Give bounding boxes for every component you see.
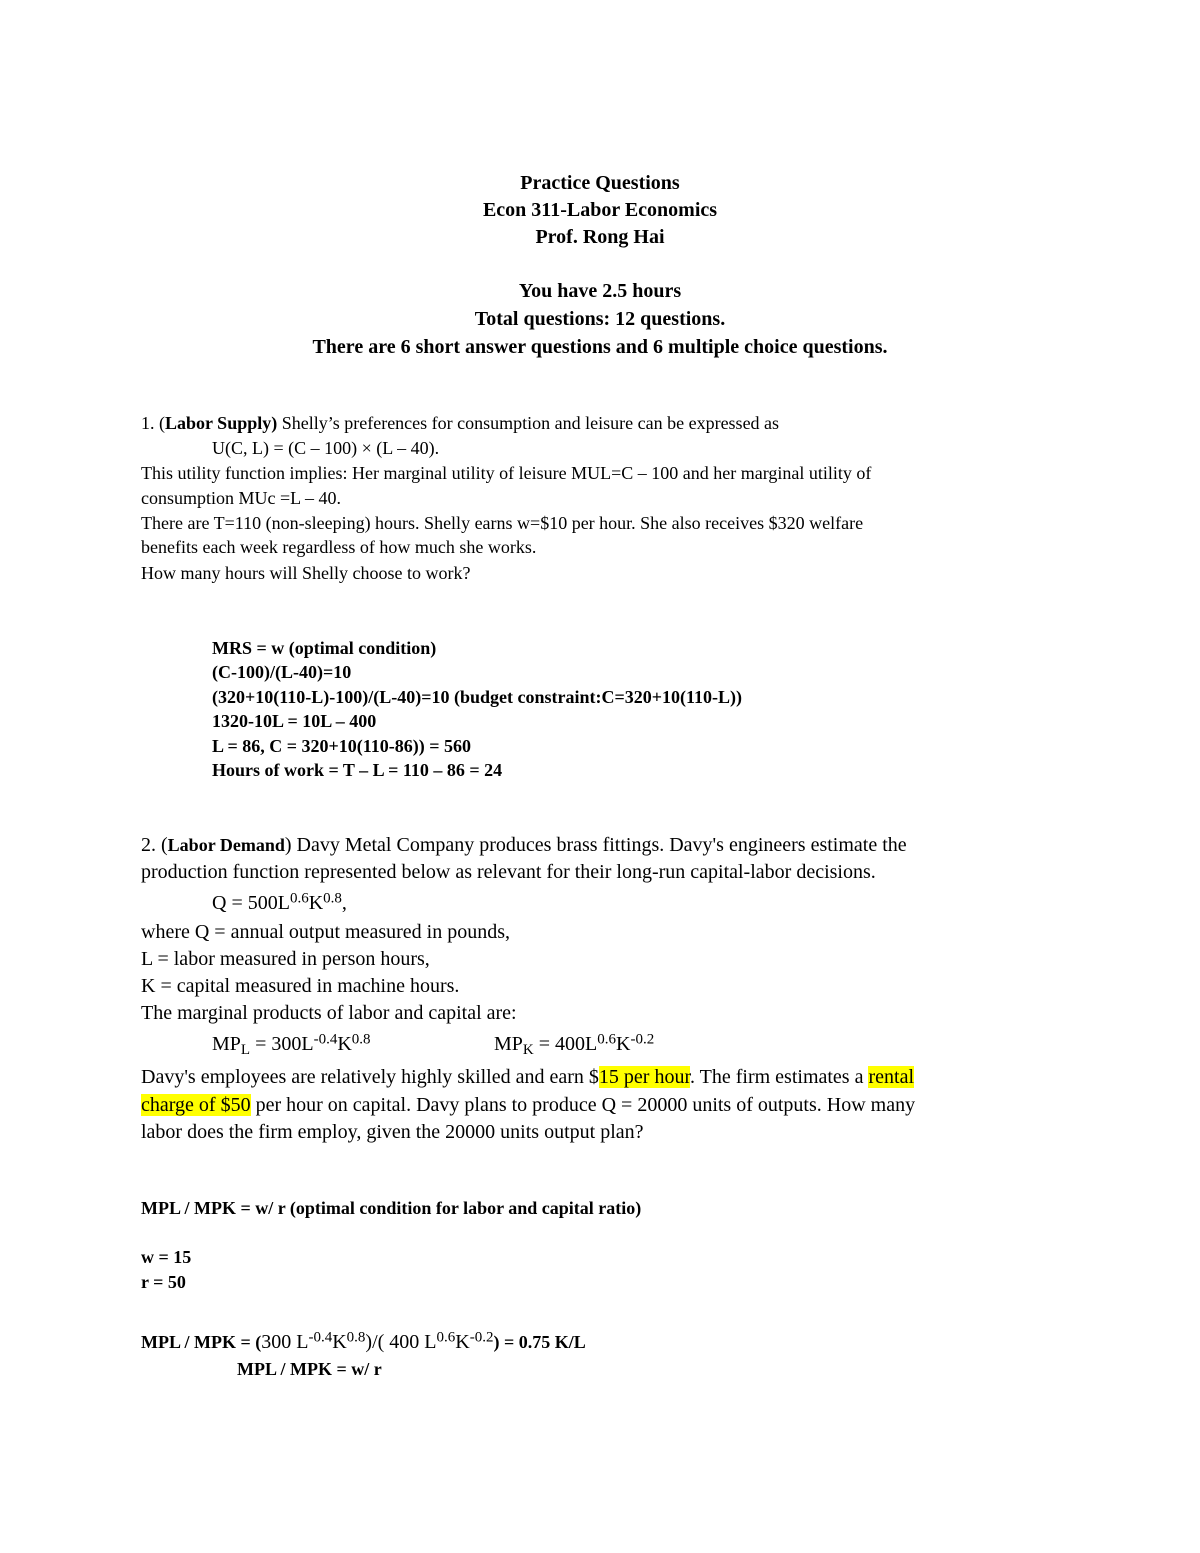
total-questions: Total questions: 12 questions. — [474, 308, 726, 330]
q1-answer-line: (C-100)/(L-40)=10 — [212, 662, 352, 682]
q2-intro — [141, 832, 907, 859]
q2-text-line: charge of $50 per hour on capital. Davy plans to produce Q = 20000 units of outputs. How many — [141, 1094, 916, 1116]
q1-answer-line: L = 86, C = 320+10(110-86)) = 560 — [212, 736, 472, 756]
q2-text-line: Davy's employees are relatively highly skilled and earn $15 per hour. The firm estimates a rental — [141, 1066, 914, 1088]
q2-text-line: production function represented below as relevant for their long-run capital-labor decisions. — [141, 861, 876, 883]
highlight-wage: 15 per hour — [598, 1066, 690, 1088]
q1-utility-function: U(C, L) = (C – 100) × (L – 40). — [212, 438, 440, 458]
q2-answer-line: MPL / MPK = w/ r (optimal condition for labor and capital ratio) — [141, 1198, 642, 1218]
highlight-rental: rental — [868, 1066, 914, 1088]
q2-answer-line: r = 50 — [141, 1272, 186, 1292]
q1-intro — [141, 411, 779, 435]
q2-mpk-formula: $MP_K = 400L^{0.6}K^{-0.2}$ — [494, 1031, 655, 1058]
course-name: Econ 311-Labor Economics — [482, 199, 718, 221]
q2-ratio-formula: MPL / MPK = (300 $L^{-0.4}K^{0.8})/$( 400 $L^{0.6}K^{-0.2}) = 0.75$ K/L — [141, 1329, 586, 1353]
q1-topic: Labor Supply) — [165, 413, 278, 433]
q1-answer-line: MRS = w (optimal condition) — [212, 638, 437, 658]
q2-definition: K = capital measured in machine hours. — [141, 975, 460, 997]
q1-text-line: There are T=110 (non-sleeping) hours. Shelly earns w=$10 per hour. She also receives $320 welfare — [141, 513, 864, 533]
q2-question: labor does the firm employ, given the 20000 units output plan? — [141, 1121, 644, 1143]
q1-answer-line: (320+10(110-L)-100)/(L-40)=10 (budget constraint:C=320+10(110-L)) — [212, 687, 742, 707]
q1-question: How many hours will Shelly choose to work? — [141, 563, 471, 583]
q2-answer-line: MPL / MPK = w/ r — [237, 1359, 382, 1379]
q2-definition: L = labor measured in person hours, — [141, 948, 430, 970]
q2-answer-line: w = 15 — [141, 1247, 192, 1267]
q2-mpl-formula: $MP_L = 300L^{-0.4}K^{0.8}$ — [212, 1031, 371, 1058]
q2-definition: where Q = annual output measured in pounds, — [141, 921, 510, 943]
q1-text-line: consumption MUc =L – 40. — [141, 488, 341, 508]
q2-intro-text: ) Davy Metal Company produces brass fittings. Davy's engineers estimate the — [284, 834, 907, 856]
professor-name: Prof. Rong Hai — [535, 226, 665, 248]
q2-production-function: $Q = 500L^{0.6}K^{0.8}$, — [212, 890, 347, 914]
q1-number: 1. ( — [141, 413, 165, 433]
q2-mp-intro: The marginal products of labor and capital are: — [141, 1002, 517, 1024]
q1-text-line: benefits each week regardless of how much she works. — [141, 537, 537, 557]
time-allowed: You have 2.5 hours — [518, 280, 682, 302]
q1-text-line: This utility function implies: Her marginal utility of leisure MUL=C – 100 and her marginal utility of — [141, 463, 872, 483]
q1-intro-text: Shelly’s preferences for consumption and leisure can be expressed as — [277, 413, 780, 433]
q1-answer-line: Hours of work = T – L = 110 – 86 = 24 — [212, 760, 503, 780]
q2-number: 2. ( — [141, 834, 168, 856]
page-title: Practice Questions — [520, 172, 680, 194]
q1-answer-line: 1320-10L = 10L – 400 — [212, 711, 377, 731]
q2-topic: Labor Demand — [167, 835, 285, 855]
highlight-charge: charge of $50 — [141, 1094, 251, 1116]
question-composition: There are 6 short answer questions and 6 multiple choice questions. — [312, 336, 888, 358]
